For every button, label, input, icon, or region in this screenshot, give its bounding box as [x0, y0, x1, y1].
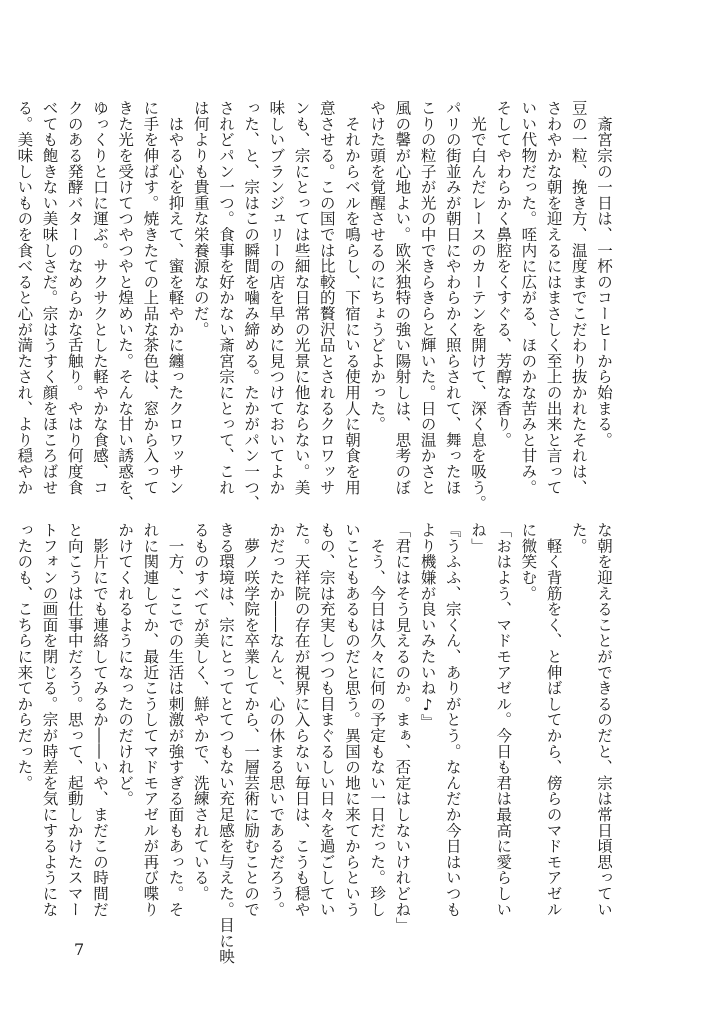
top-text-line: は何よりも貴重な栄養源なのだ。 — [191, 100, 210, 337]
top-text-line: 光で白んだレースのカーテンを開けて、深く息を吸う。 — [468, 100, 487, 511]
top-text-line: る。美味しいものを食べると心が満たされ、より穏やか — [15, 100, 34, 495]
bottom-text-line: た。天祥院の存在が視界に入らない毎日は、こうも穏や — [292, 522, 311, 917]
top-text-line: 味しいブランジュリーの店を早めに見つけておいてよか — [267, 100, 286, 495]
top-text-line: はやる心を抑えて、蜜を軽やかに纏ったクロワッサン — [166, 100, 185, 495]
top-text-line: った、と、宗はこの瞬間を噛み締める。たかがパン一つ、 — [242, 100, 261, 511]
bottom-text-line: な朝を迎えることができるのだと、宗は常日頃思ってい — [595, 522, 613, 917]
top-text-line: べても飽きない美味しさだ。宗はうすく顔をほころばせ — [40, 100, 59, 495]
bottom-text-line: かだったか――なんと、心の休まる思いであるだろう。 — [267, 522, 286, 917]
top-text-line: されどパン一つ。食事を好かない斎宮宗にとって、これ — [216, 100, 235, 495]
top-text-line: クのある発酵バターのなめらかな舌触り。やはり何度食 — [65, 100, 84, 495]
bottom-text-line: 一方、ここでの生活は刺激が強すぎる面もあった。そ — [166, 522, 185, 917]
top-text-line: 斎宮宗の一日は、一杯のコーヒーから始まる。 — [595, 100, 613, 448]
top-text-line: ゆっくりと口に運ぶ。サクサクとした軽やかな食感、コ — [90, 100, 109, 495]
text-block-bottom — [11, 522, 616, 965]
bottom-text-line: かけてくれるようになったのだけれど。 — [116, 522, 135, 807]
bottom-text-line: もの、宗は充実しつつも目まぐるしい日々を過ごしてい — [317, 522, 336, 917]
bottom-text-line: 影片にでも連絡してみるか――いや、まだこの時間だ — [90, 522, 109, 917]
bottom-text-line: た。 — [569, 522, 588, 554]
bottom-text-line: と向こうは仕事中だろう。思って、起動しかけたスマー — [65, 522, 84, 917]
page-number: 7 — [74, 940, 85, 959]
top-text-line: パリの街並みが朝日にやわらかく照らされて、舞ったほ — [443, 100, 462, 495]
bottom-text-line: 「君にはそう見えるのか。まぁ、否定はしないけれどね」 — [393, 522, 412, 933]
bottom-text-line: 『うふふ、宗くん、ありがとう。なんだか今日はいつも — [443, 522, 462, 917]
top-text-line: それからベルを鳴らし、下宿にいる使用人に朝食を用 — [342, 100, 361, 495]
bottom-text-line: れに関連してか、最近こうしてマドモアゼルが再び喋り — [141, 522, 160, 917]
top-text-line: いい代物だった。咥内に広がる、ほのかな苦みと甘み。 — [519, 100, 538, 495]
bottom-text-line: 軽く背筋をく、と伸ばしてから、傍らのマドモアゼル — [544, 522, 563, 917]
bottom-text-line: より機嫌が良いみたいね♪』 — [418, 522, 437, 730]
top-text-line: 意させる。この国では比較的贅沢品とされるクロワッサ — [317, 100, 336, 495]
top-text-line: 豆の一粒、挽き方、温度までこだわり抜かれたそれは、 — [569, 100, 588, 495]
bottom-text-line: ったのも、こちらに来てからだった。 — [15, 522, 34, 791]
bottom-text-line: 「おはよう、マドモアゼル。今日も君は最高に愛らしい — [494, 522, 513, 917]
top-text-line: に手を伸ばす。焼きたての上品な茶色は、窓から入って — [141, 100, 160, 495]
top-text-line: やけた頭を覚醒させるのにちょうどよかった。 — [368, 100, 387, 432]
bottom-text-line: いこともあるものだと思う。異国の地に来てからという — [342, 522, 361, 917]
bottom-text-line: るものすべてが美しく、鮮やかで、洗練されている。 — [191, 522, 210, 902]
top-text-line: こりの粒子が光の中できらきらと輝いた。日の温かさと — [418, 100, 437, 495]
top-text-line: きた光を受けてつやつやと煌めいた。そんな甘い誘惑を、 — [116, 100, 135, 511]
text-block-top — [11, 100, 616, 511]
bottom-text-line: きる環境は、宗にとってとてつもない充足感を与えた。目に映 — [216, 522, 235, 965]
top-text-line: 風の馨が心地よい。欧米独特の強い陽射しは、思考のぼ — [393, 100, 412, 495]
bottom-text-line: ね」 — [468, 522, 487, 554]
bottom-text-line: に微笑む。 — [519, 522, 538, 601]
bottom-text-line: トフォンの画面を閉じる。宗が時差を気にするようにな — [40, 522, 59, 917]
top-text-line: さわやかな朝を迎えるにはまさしく至上の出来と言って — [544, 100, 563, 495]
bottom-text-line: 夢ノ咲学院を卒業してから、一層芸術に励むことので — [242, 522, 261, 917]
bottom-text-line: そう、今日は久々に何の予定もない一日だった。珍し — [368, 522, 387, 917]
top-text-line: そしてやわらかく鼻腔をくすぐる、芳醇な香り。 — [494, 100, 513, 448]
top-text-line: ンも、宗にとっては些細な日常の光景に他ならない。美 — [292, 100, 311, 495]
